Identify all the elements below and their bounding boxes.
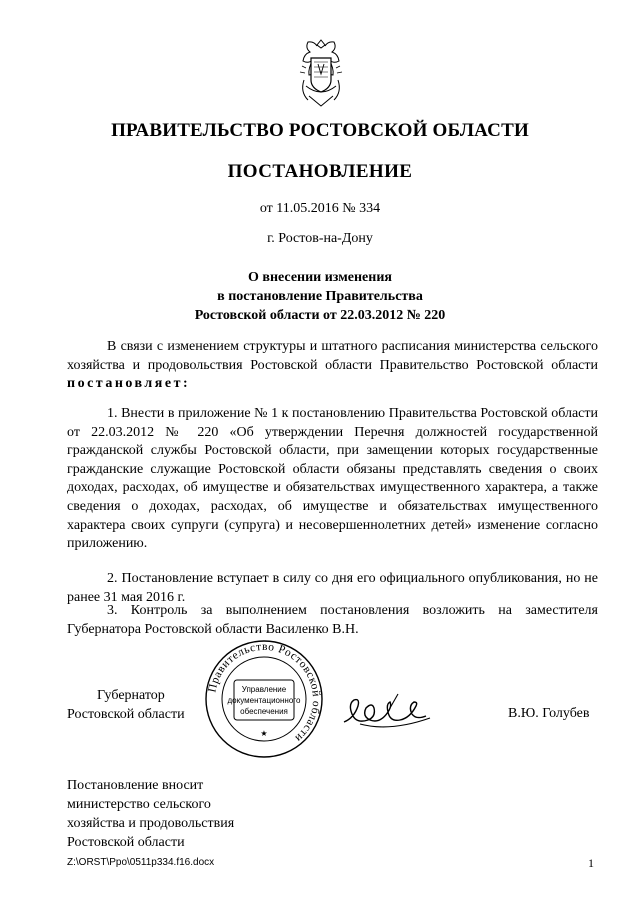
item-1-paragraph: 1. Внести в приложение № 1 к постановлению Правительства Ростовской области от 22.03.2012 № 220 «Об утверждении Перечня должностей государственной гражданской службы Ростовской области, при замещении которых государственные гражданские служащие Ростовской области обязаны представлять сведения о своих доходах, расходах, об имуществе и обязательствах имущественного характера, а также сведения о доходах, расходах, об имуществе и обязательствах имущественного характера своих супруги (супруга) и несовершеннолетних детей» изменение согласно приложению.: [67, 406, 598, 552]
handwritten-signature: [340, 688, 456, 738]
signatory-name: В.Ю. Голубев: [508, 706, 590, 721]
subject-line: О внесении изменения: [248, 270, 392, 285]
item-3-paragraph: 3. Контроль за выполнением постановления возложить на заместителя Губернатора Ростовской области Василенко В.Н.: [67, 603, 598, 637]
seal-star-icon: ★: [260, 729, 268, 738]
official-seal: [203, 638, 325, 760]
item-2-paragraph: 2. Постановление вступает в силу со дня его официального опубликования, но не ранее 31 мая 2016 г.: [67, 571, 598, 605]
preamble-paragraph: [67, 338, 598, 394]
document-date-number: от 11.05.2016 № 334: [259, 201, 381, 216]
coat-of-arms-icon: [296, 36, 346, 110]
submitter-note-line: Постановление вносит: [67, 778, 204, 793]
file-path: Z:\ORST\Ppo\0511p334.f16.docx: [67, 857, 215, 868]
submitter-note-line: министерство сельского: [67, 797, 211, 812]
preamble-keyword: постановляет:: [67, 376, 191, 392]
seal-inner-line: документационного: [227, 696, 301, 705]
submitter-note-line: хозяйства и продовольствия: [67, 816, 235, 831]
document-city: г. Ростов-на-Дону: [267, 231, 373, 246]
government-title: ПРАВИТЕЛЬСТВО РОСТОВСКОЙ ОБЛАСТИ: [111, 120, 529, 141]
subject-line: в постановление Правительства: [217, 289, 423, 304]
preamble-text: В связи с изменением структуры и штатного расписания министерства сельского хозяйства и продовольствия Ростовской области Правительство Ростовской области: [67, 339, 598, 373]
document-subject: [0, 268, 640, 325]
signatory-title-line: Ростовской области: [67, 707, 185, 722]
seal-inner-line: обеспечения: [240, 707, 288, 716]
signatory-title: [67, 686, 185, 724]
subject-line: Ростовской области от 22.03.2012 № 220: [194, 308, 446, 323]
document-type-title: ПОСТАНОВЛЕНИЕ: [227, 161, 413, 182]
seal-inner-line: Управление: [241, 685, 287, 694]
seal-ring-text: Правительство Ростовской области: [206, 640, 323, 745]
page-number: 1: [588, 856, 594, 870]
submitter-note-line: Ростовской области: [67, 835, 185, 850]
submitter-note: [67, 776, 234, 852]
signatory-title-line: Губернатор: [97, 688, 165, 703]
